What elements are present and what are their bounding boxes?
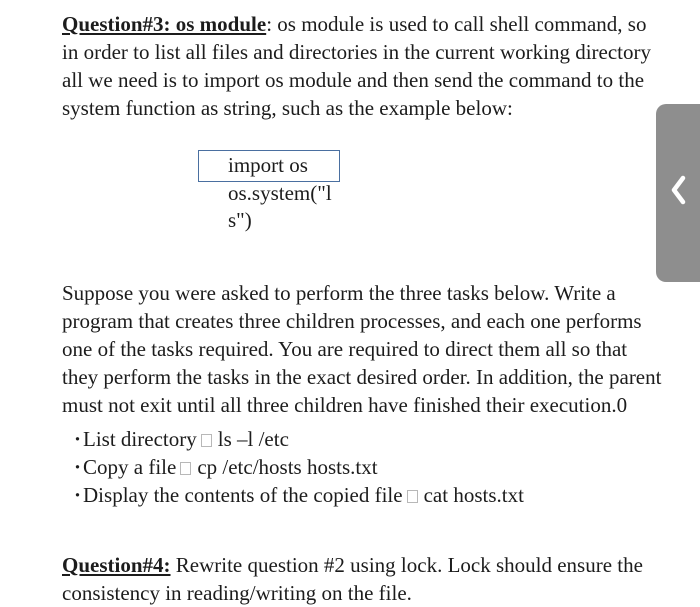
missing-glyph-icon [180, 462, 191, 475]
question3-paragraph [62, 10, 662, 122]
bullet-icon: · [74, 483, 82, 507]
missing-glyph-icon [407, 490, 418, 503]
question3-intro: : os module is used to call shell command, so in order to list all files and directories in the current working directory all we need is to import os module and then send the command to the system function as string, such as the example below: [62, 12, 651, 120]
code-line-1: import os [228, 153, 308, 177]
side-panel-tab[interactable] [656, 104, 700, 282]
missing-glyph-icon [201, 434, 212, 447]
chevron-left-icon [670, 175, 686, 205]
task-paragraph: Suppose you were asked to perform the three tasks below. Write a program that creates three children processes, and each one performs one of the tasks required. You are required to direct them all so that they perform the tasks in the exact desired order. In addition, the parent must not exit until all three children have finished their execution.0 [62, 281, 662, 417]
bullet-icon: · [74, 455, 82, 479]
question3-title: Question#3: os module [62, 12, 267, 36]
code-line-2: os.system("l [228, 181, 332, 205]
code-line-3: s") [228, 208, 252, 232]
bullet-icon: · [74, 427, 82, 451]
question4-paragraph [62, 551, 662, 607]
question4-text: Rewrite question #2 using lock. Lock should ensure the consistency in reading/writing on the file. [62, 553, 643, 605]
task-item: ·List directory ls –l /etc [74, 427, 289, 451]
task-list [74, 425, 524, 509]
task-item: ·Copy a file cp /etc/hosts hosts.txt [74, 455, 378, 479]
question4-title: Question#4: [62, 553, 171, 577]
task-item: ·Display the contents of the copied file cat hosts.txt [74, 483, 524, 507]
